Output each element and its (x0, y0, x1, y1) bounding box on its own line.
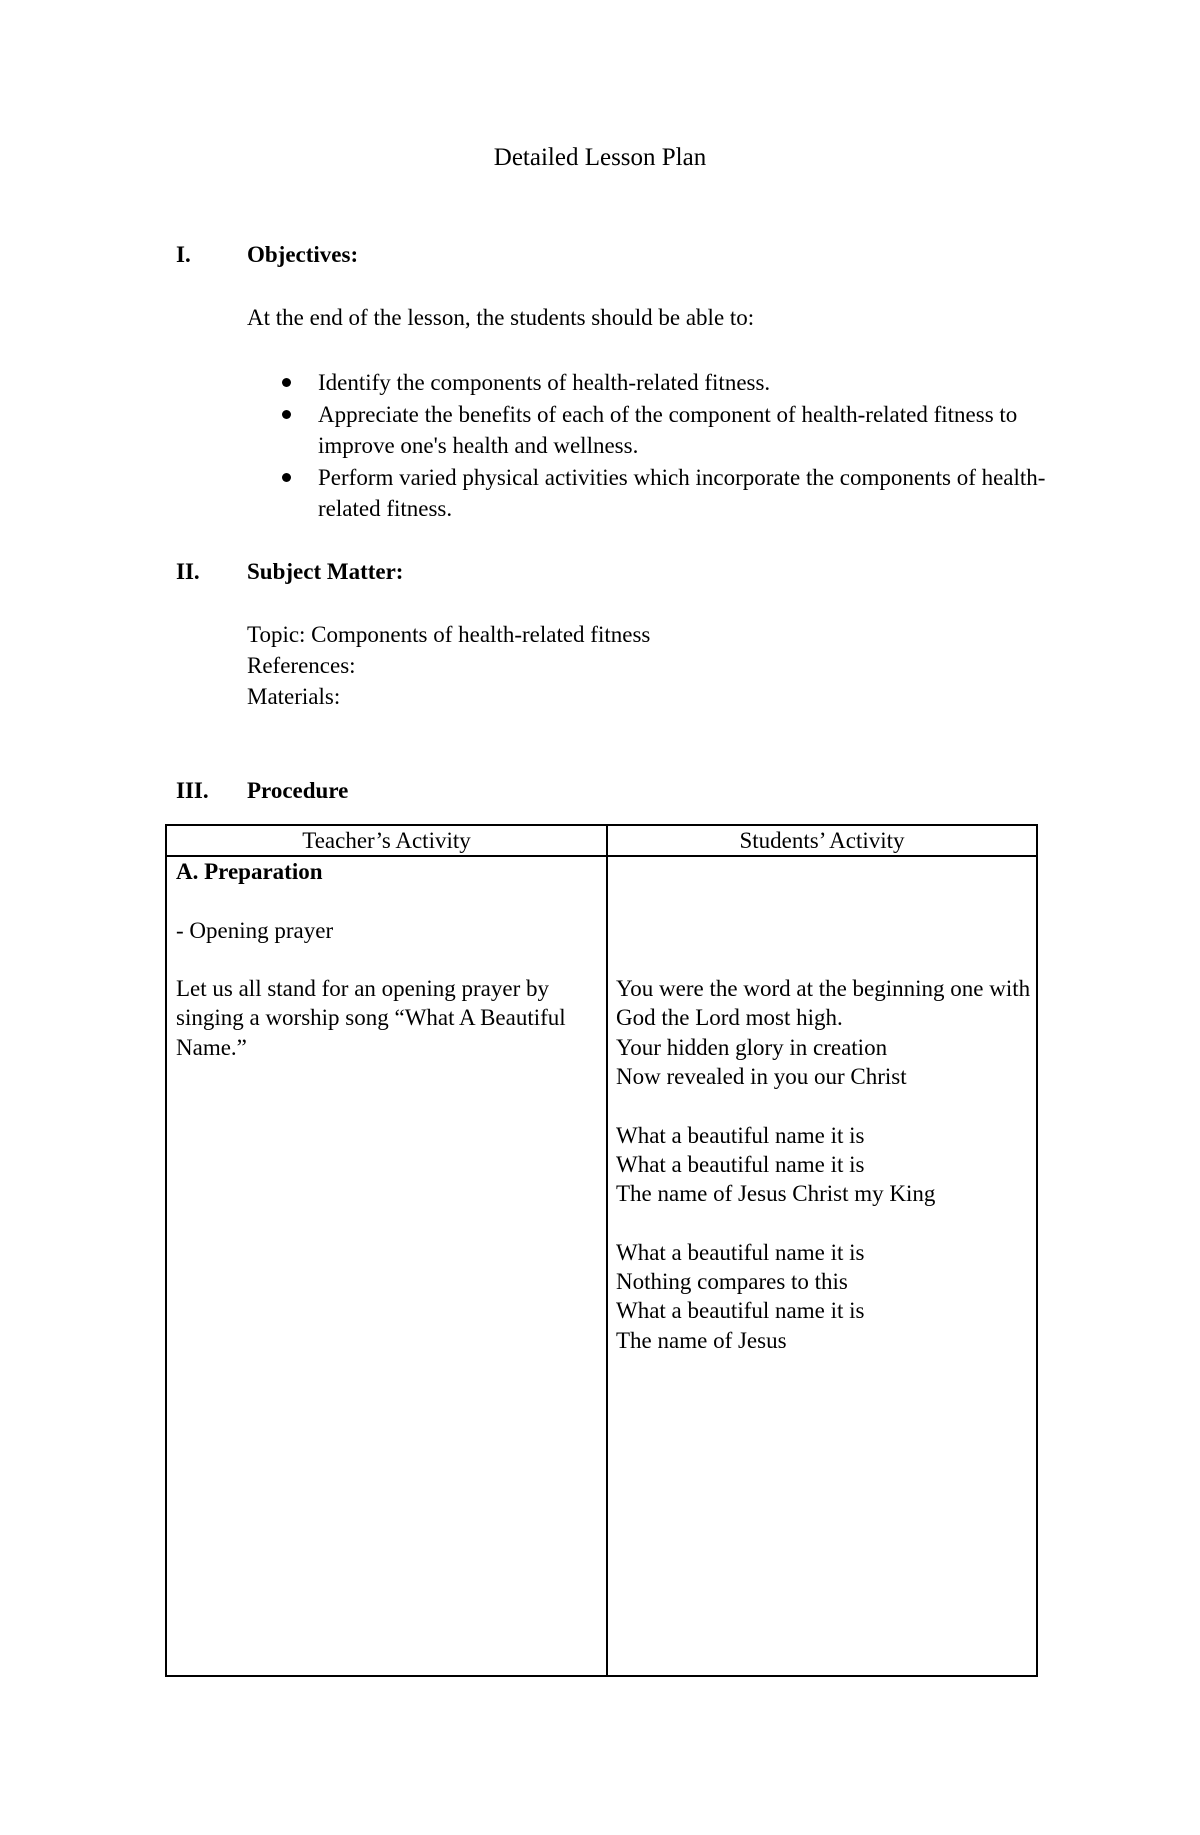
subject-materials: Materials: (247, 684, 341, 709)
lyric-line: The name of Jesus Christ my King (616, 1181, 936, 1207)
procedure-table (165, 824, 1038, 1677)
objective-item (282, 462, 1062, 525)
section-heading-subject-matter: Subject Matter: (247, 559, 404, 584)
column-divider (606, 826, 608, 1675)
lyric-line: What a beautiful name it is (616, 1122, 865, 1148)
subject-references: References: (247, 653, 356, 678)
section-number-procedure: III. (176, 778, 209, 803)
section-number-objectives: I. (176, 242, 191, 267)
bullet-icon (282, 378, 291, 387)
students-activity-cell (616, 857, 1034, 1355)
header-teachers-activity: Teacher’s Activity (302, 828, 471, 853)
objective-item (282, 399, 1062, 462)
lyric-line: What a beautiful name it is (616, 1151, 865, 1177)
bullet-icon (282, 410, 291, 419)
header-students-activity: Students’ Activity (739, 828, 905, 853)
lyric-line: What a beautiful name it is (616, 1298, 865, 1324)
objective-item (282, 367, 1062, 399)
objective-text: Identify the components of health-related fitness. (318, 370, 771, 395)
table-header-row (167, 826, 1036, 857)
lyric-line: Your hidden glory in creation (616, 1034, 888, 1060)
objective-text: Appreciate the benefits of each of the component of health-related fitness to improve one's health and wellness. (318, 401, 1018, 458)
lyric-line: Now revealed in you our Christ (616, 1064, 907, 1090)
objectives-intro: At the end of the lesson, the students should be able to: (247, 305, 755, 330)
section-heading-procedure: Procedure (247, 778, 349, 803)
bullet-icon (282, 473, 291, 482)
teacher-item: - Opening prayer (176, 917, 334, 943)
section-number-subject-matter: II. (176, 559, 200, 584)
lyric-line: You were the word at the beginning one with God the Lord most high. (616, 976, 1031, 1031)
teacher-section-title: A. Preparation (176, 859, 323, 884)
subject-topic: Topic: Components of health-related fitness (247, 622, 651, 647)
section-heading-objectives: Objectives: (247, 242, 359, 267)
lyric-line: The name of Jesus (616, 1327, 787, 1353)
objective-text: Perform varied physical activities which incorporate the components of health-related fitness. (318, 464, 1046, 521)
teacher-instruction: Let us all stand for an opening prayer by singing a worship song “What A Beautiful Name.” (176, 976, 566, 1060)
teacher-activity-cell (176, 857, 601, 1062)
page-title: Detailed Lesson Plan (493, 144, 707, 171)
lyric-line: What a beautiful name it is (616, 1239, 865, 1265)
lyric-line: Nothing compares to this (616, 1269, 848, 1295)
objectives-list (282, 367, 1062, 525)
